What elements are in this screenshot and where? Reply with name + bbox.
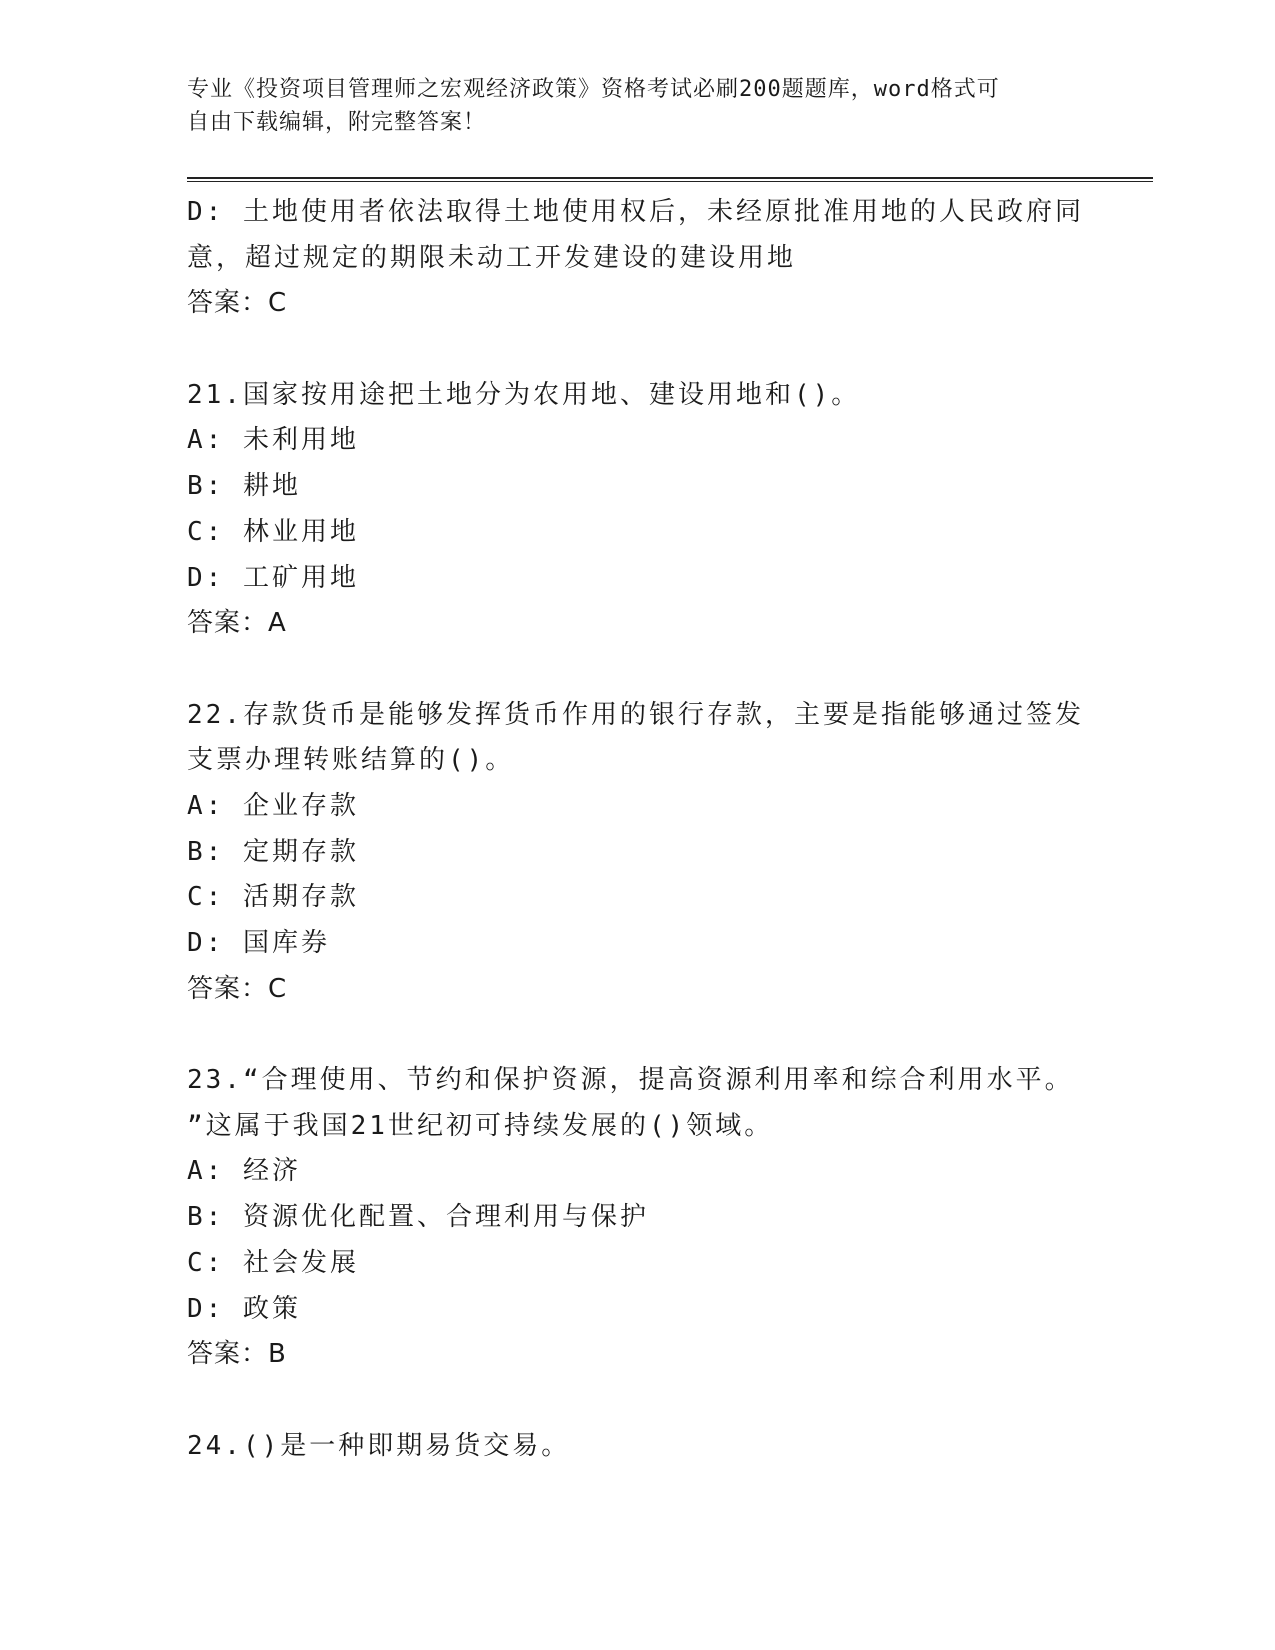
option-c: C: 林业用地	[187, 516, 359, 547]
answer: 答案：C	[187, 288, 288, 319]
question-21	[187, 373, 1087, 647]
option-a: A: 经济	[187, 1156, 301, 1187]
option-b: B: 资源优化配置、合理利用与保护	[187, 1202, 649, 1233]
option-a: A: 未利用地	[187, 425, 359, 456]
spacer	[187, 647, 1087, 693]
question-stem-continued: 支票办理转账结算的()。	[187, 745, 515, 776]
option-d: D: 政策	[187, 1293, 301, 1324]
option-a: A: 企业存款	[187, 790, 359, 821]
answer: 答案：C	[187, 973, 288, 1004]
answer: 答案：B	[187, 1339, 287, 1370]
question-stem: 21.国家按用途把土地分为农用地、建设用地和()。	[187, 379, 861, 410]
option-b: B: 耕地	[187, 471, 301, 502]
header-line-2: 自由下载编辑，附完整答案！	[187, 110, 487, 135]
question-stem-continued: ”这属于我国21世纪初可持续发展的()领域。	[187, 1110, 774, 1141]
header-line-1: 专业《投资项目管理师之宏观经济政策》资格考试必刷200题题库，word格式可	[187, 77, 1000, 102]
document-header	[187, 73, 1077, 139]
answer: 答案：A	[187, 608, 287, 639]
option-d: D: 土地使用者依法取得土地使用权后，未经原批准用地的人民政府同	[187, 197, 1084, 227]
option-b: B: 定期存款	[187, 836, 359, 867]
option-d: D: 国库券	[187, 928, 330, 958]
question-23	[187, 1058, 1087, 1378]
spacer	[187, 1378, 1087, 1424]
question-stem: 24.()是一种即期易货交易。	[187, 1430, 571, 1461]
option-d-continued: 意，超过规定的期限未动工开发建设的建设用地	[187, 242, 797, 273]
spacer	[187, 327, 1087, 373]
question-20-continued	[187, 190, 1087, 327]
option-c: C: 活期存款	[187, 882, 359, 913]
question-stem: 22.存款货币是能够发挥货币作用的银行存款，主要是指能够通过签发	[187, 699, 1084, 730]
question-22	[187, 693, 1087, 1013]
option-d: D: 工矿用地	[187, 562, 359, 593]
option-c: C: 社会发展	[187, 1247, 359, 1278]
question-24	[187, 1424, 1087, 1470]
question-stem: 23.“合理使用、节约和保护资源，提高资源利用率和综合利用水平。	[187, 1065, 1074, 1096]
document-body	[187, 190, 1087, 1469]
header-divider	[187, 177, 1153, 182]
spacer	[187, 1012, 1087, 1058]
